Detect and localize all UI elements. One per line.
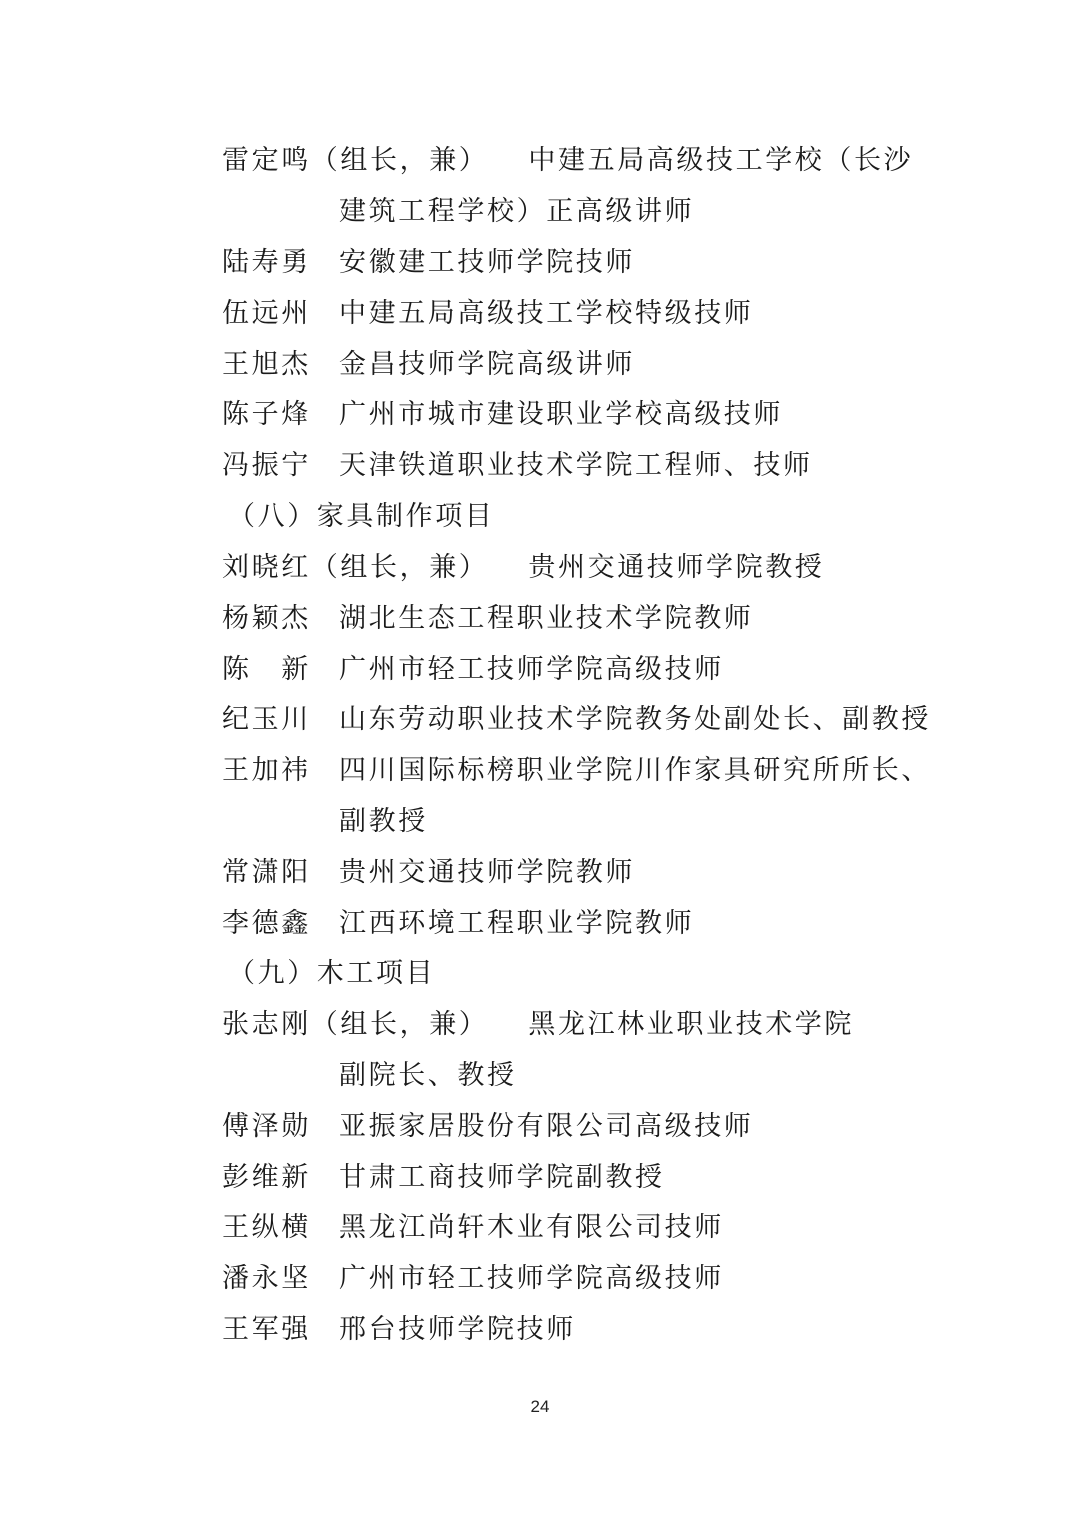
member-row (222, 1000, 854, 1050)
member-role-continuation: 建筑工程学校）正高级讲师 (339, 196, 695, 227)
member-role: 金昌技师学院高级讲师 (339, 349, 635, 380)
member-row (222, 543, 824, 593)
member-role-continuation: 副教授 (339, 806, 428, 837)
member-row (222, 746, 931, 796)
member-name: 常潇阳 (222, 857, 311, 888)
member-row (222, 1305, 576, 1355)
member-name: 冯振宁 (222, 450, 311, 481)
member-role: 山东劳动职业技术学院教务处副处长、副教授 (339, 704, 931, 735)
member-role: 中建五局高级技工学校（长沙 (528, 145, 914, 176)
member-row (222, 645, 724, 695)
member-name: 陆寿勇 (222, 247, 311, 278)
member-role: 邢台技师学院技师 (339, 1314, 576, 1345)
member-role: 广州市轻工技师学院高级技师 (339, 1263, 724, 1294)
section-heading-furniture: （八）家具制作项目 (228, 501, 495, 532)
member-name: 彭维新 (222, 1162, 311, 1193)
member-row (222, 441, 813, 491)
member-role: 贵州交通技师学院教授 (528, 552, 825, 583)
member-name: 陈子烽 (222, 399, 311, 430)
section-heading-carpentry: （九）木工项目 (228, 958, 436, 989)
member-name: 傅泽勋 (222, 1111, 311, 1142)
member-name: 王加祎 (222, 755, 311, 786)
member-row (222, 1153, 665, 1203)
member-row (222, 340, 635, 390)
member-row (222, 1254, 724, 1304)
member-role: 江西环境工程职业学院教师 (339, 908, 695, 939)
member-name: 刘晓红（组长，兼） (222, 552, 489, 583)
member-name: 雷定鸣（组长，兼） (222, 145, 489, 176)
member-name: 潘永坚 (222, 1263, 311, 1294)
member-row (222, 289, 753, 339)
member-role: 广州市城市建设职业学校高级技师 (339, 399, 783, 430)
member-name: 陈 新 (222, 654, 311, 685)
member-row (222, 899, 694, 949)
member-name: 李德鑫 (222, 908, 311, 939)
member-role: 甘肃工商技师学院副教授 (339, 1162, 665, 1193)
member-role: 四川国际标榜职业学院川作家具研究所所长、 (339, 755, 931, 786)
member-name: 杨颖杰 (222, 603, 311, 634)
member-row (222, 1203, 724, 1253)
member-name: 张志刚（组长，兼） (222, 1009, 489, 1040)
member-row (222, 848, 635, 898)
member-role: 广州市轻工技师学院高级技师 (339, 654, 724, 685)
member-row (222, 390, 783, 440)
member-role: 黑龙江尚轩木业有限公司技师 (339, 1212, 724, 1243)
member-name: 纪玉川 (222, 704, 311, 735)
member-name: 王旭杰 (222, 349, 311, 380)
member-row (222, 136, 913, 186)
member-role: 天津铁道职业技术学院工程师、技师 (339, 450, 813, 481)
page-number: 24 (530, 1397, 550, 1416)
member-role: 湖北生态工程职业技术学院教师 (339, 603, 754, 634)
member-role: 贵州交通技师学院教师 (339, 857, 635, 888)
member-role: 黑龙江林业职业技术学院 (528, 1009, 855, 1040)
member-row (222, 695, 931, 745)
member-role: 亚振家居股份有限公司高级技师 (339, 1111, 754, 1142)
member-role: 中建五局高级技工学校特级技师 (339, 298, 754, 329)
member-row (222, 1102, 753, 1152)
member-role-continuation: 副院长、教授 (339, 1060, 517, 1091)
member-row (222, 594, 753, 644)
member-name: 王纵横 (222, 1212, 311, 1243)
member-name: 伍远州 (222, 298, 311, 329)
member-name: 王军强 (222, 1314, 311, 1345)
member-row (222, 238, 635, 288)
member-role: 安徽建工技师学院技师 (339, 247, 635, 278)
